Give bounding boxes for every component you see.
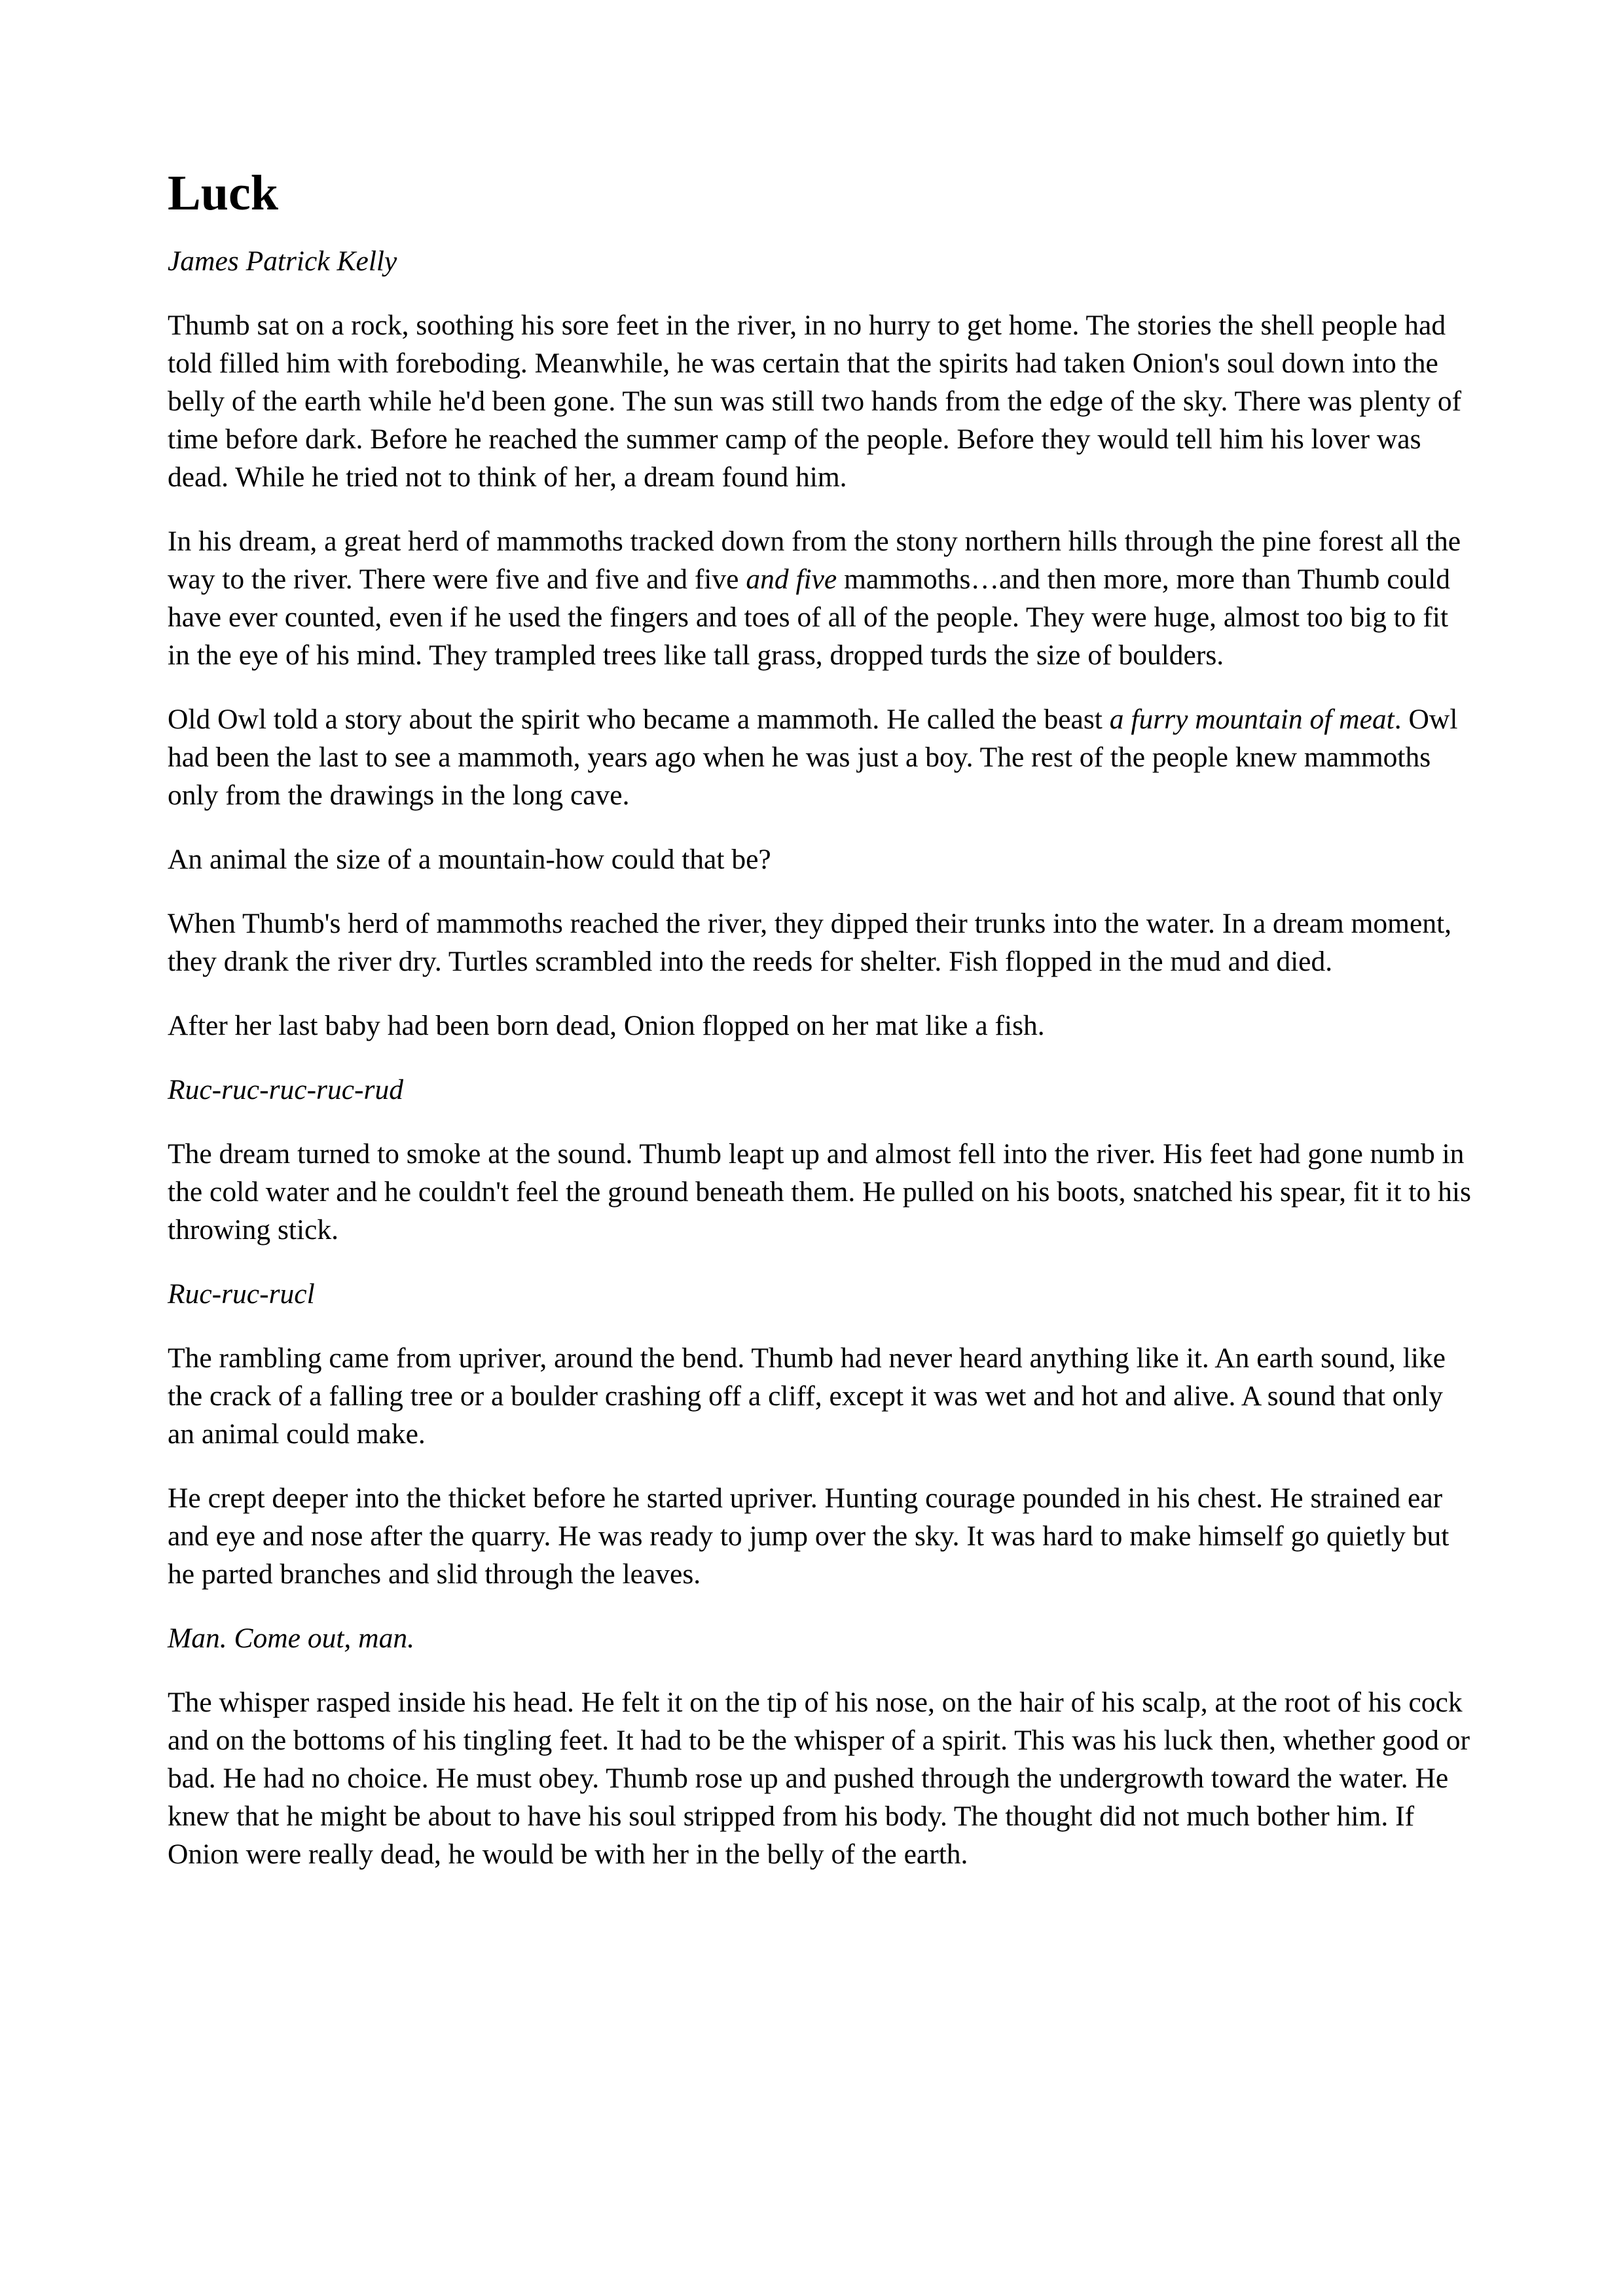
paragraph-text: . Owl had been the last to see a mammoth, years ago when he was just a boy. The rest of the people knew mammoths only from the drawings in the long cave. (168, 704, 1458, 811)
paragraph: Thumb sat on a rock, soothing his sore feet in the river, in no hurry to get home. The stories the shell people had told filled him with foreboding. Meanwhile, he was certain that the spirits had taken Onion's soul down into the belly of the earth while he'd been gone. The sun was still two hands from the edge of the sky. There was plenty of time before dark. Before he reached the summer camp of the people. Before they would tell him his lover was dead. While he tried not to think of her, a dream found him. (168, 310, 1462, 493)
paragraph: After her last baby had been born dead, Onion flopped on her mat like a fish. (168, 1010, 1045, 1041)
paragraph: He crept deeper into the thicket before he started upriver. Hunting courage pounded in his chest. He strained ear and eye and nose after the quarry. He was ready to jump over the sky. It was hard to make himself go quietly but he parted branches and slid through the leaves. (168, 1482, 1450, 1590)
paragraph (168, 522, 1474, 674)
emphasis-text: a furry mountain of meat (1109, 704, 1395, 735)
emphasis-text: and five (746, 564, 837, 595)
whisper-line: Man. Come out, man. (168, 1623, 414, 1654)
paragraph-text: In his dream, a great herd of mammoths tracked down from the stony northern hills through the pine forest all the way to the river. There were five and five and five (168, 526, 1461, 595)
document-page (168, 164, 1474, 1899)
paragraph: The dream turned to smoke at the sound. Thumb leapt up and almost fell into the river. His feet had gone numb in the cold water and he couldn't feel the ground beneath them. He pulled on his boots, snatched his spear, fit it to his throwing stick. (168, 1138, 1471, 1246)
author-name: James Patrick Kelly (168, 245, 397, 277)
paragraph: The whisper rasped inside his head. He felt it on the tip of his nose, on the hair of his scalp, at the root of his cock and on the bottoms of his tingling feet. It had to be the whisper of a spirit. This was his luck then, whether good or bad. He had no choice. He must obey. Thumb rose up and pushed through the undergrowth toward the water. He knew that he might be about to have his soul stripped from his body. The thought did not much bother him. If Onion were really dead, he would be with her in the belly of the earth. (168, 1687, 1470, 1870)
paragraph: An animal the size of a mountain-how could that be? (168, 844, 771, 875)
paragraph-text: Old Owl told a story about the spirit who became a mammoth. He called the beast (168, 704, 1110, 735)
paragraph (168, 700, 1474, 814)
story-title: Luck (168, 166, 278, 221)
paragraph-text: mammoths…and then more, more than Thumb could have ever counted, even if he used the fingers and toes of all of the people. They were huge, almost too big to fit in the eye of his mind. They trampled trees like tall grass, dropped turds the size of boulders. (168, 564, 1450, 671)
sound-line: Ruc-ruc-rucl (168, 1278, 315, 1310)
paragraph: The rambling came from upriver, around the bend. Thumb had never heard anything like it. An earth sound, like the crack of a falling tree or a boulder crashing off a cliff, except it was wet and hot and alive. A sound that only an animal could make. (168, 1342, 1446, 1450)
paragraph: When Thumb's herd of mammoths reached the river, they dipped their trunks into the water. In a dream moment, they drank the river dry. Turtles scrambled into the reeds for shelter. Fish flopped in the mud and died. (168, 908, 1452, 977)
sound-line: Ruc-ruc-ruc-ruc-rud (168, 1074, 403, 1105)
